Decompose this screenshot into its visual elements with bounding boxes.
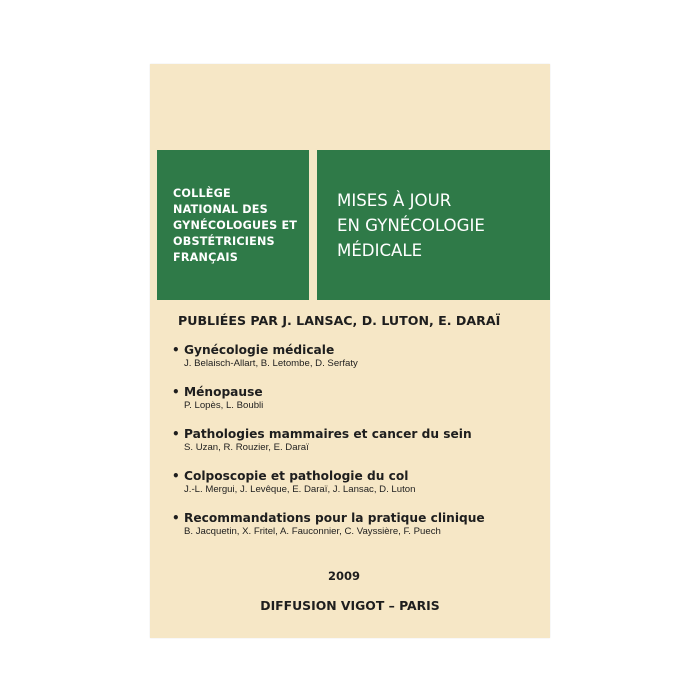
topic-heading: Gynécologie médicale (184, 343, 335, 357)
topic-heading: Colposcopie et pathologie du col (184, 469, 409, 483)
topic-heading-row (172, 342, 532, 358)
topic-list (172, 342, 532, 552)
topic-heading: Pathologies mammaires et cancer du sein (184, 427, 472, 441)
publication-year: 2009 (328, 569, 361, 583)
topic-item (172, 510, 532, 552)
bullet-icon: • (172, 427, 180, 441)
bullet-icon: • (172, 511, 180, 525)
topic-heading-row (172, 426, 532, 442)
topic-heading-row (172, 468, 532, 484)
topic-item (172, 342, 532, 384)
book-title-line: MÉDICALE (337, 241, 423, 260)
bullet-icon: • (172, 469, 180, 483)
publisher-line: DIFFUSION VIGOT – PARIS (260, 598, 440, 613)
organization-line: FRANÇAIS (173, 251, 238, 264)
book-title-line: MISES À JOUR (337, 191, 452, 210)
topic-heading: Ménopause (184, 385, 263, 399)
topic-heading-row (172, 384, 532, 400)
bullet-icon: • (172, 343, 180, 357)
topic-heading: Recommandations pour la pratique clinique (184, 511, 485, 525)
organization-line: COLLÈGE (173, 187, 231, 200)
bullet-icon: • (172, 385, 180, 399)
organization-line: NATIONAL DES (173, 203, 268, 216)
topic-authors: P. Lopès, L. Boubli (184, 400, 264, 411)
topic-authors: J. Belaisch-Allart, B. Letombe, D. Serfaty (184, 358, 358, 369)
topic-item (172, 426, 532, 468)
cover-content (150, 64, 550, 638)
topic-heading-row (172, 510, 532, 526)
book-title-line: EN GYNÉCOLOGIE (337, 216, 485, 235)
topic-authors: J.-L. Mergui, J. Levêque, E. Daraï, J. Lansac, D. Luton (184, 484, 416, 495)
organization-line: GYNÉCOLOGUES ET (173, 219, 298, 232)
topic-authors: B. Jacquetin, X. Fritel, A. Fauconnier, C. Vayssière, F. Puech (184, 526, 441, 537)
organization-line: OBSTÉTRICIENS (173, 235, 275, 248)
topic-authors: S. Uzan, R. Rouzier, E. Daraï (184, 442, 309, 453)
topic-item (172, 468, 532, 510)
book-cover (150, 64, 550, 638)
topic-item (172, 384, 532, 426)
editors-line: PUBLIÉES PAR J. LANSAC, D. LUTON, E. DARAÏ (178, 313, 501, 328)
